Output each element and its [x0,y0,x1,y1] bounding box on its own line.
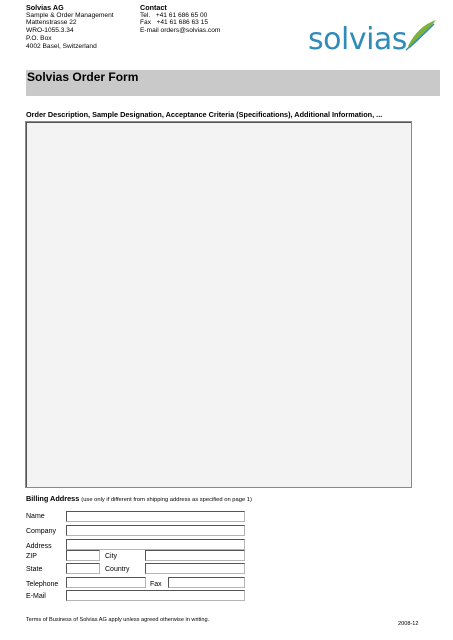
state-field[interactable] [66,563,100,574]
company-field[interactable] [66,525,245,536]
form-title-bar [26,70,440,96]
address-line-1: Sample & Order Management [26,11,114,19]
solvias-logo [308,18,438,58]
contact-email [140,27,220,35]
contact-heading: Contact [140,3,167,12]
contact-block [140,4,220,35]
label-state: State [26,566,43,573]
label-name: Name [26,513,45,520]
address-field[interactable] [66,539,245,550]
address-line-4: P.O. Box [26,34,52,42]
label-telephone: Telephone [26,581,59,588]
logo-text: solvias [308,22,407,57]
footer-terms: Terms of Business of Solvias AG apply unless agreed otherwise in writing. [26,617,210,623]
order-section-label: Order Description, Sample Designation, Acceptance Criteria (Specifications), Additional Information, ... [26,110,383,119]
company-address [26,4,114,50]
address-line-3: WRO-1055.3.34 [26,27,74,35]
company-name: Solvias AG [26,3,64,12]
tel-value: +41 61 686 65 00 [155,11,208,19]
contact-tel [140,12,220,20]
order-description-textarea[interactable] [25,121,412,488]
form-title: Solvias Order Form [27,70,139,84]
billing-heading: Billing Address [26,494,80,503]
label-company: Company [26,528,56,535]
address-line-5: 4002 Basel, Switzerland [26,42,97,50]
logo-leaf-icon [400,16,440,56]
footer-version: 2008-12 [398,621,419,627]
tel-label: Tel. [140,11,151,19]
label-address: Address [26,543,52,550]
country-field[interactable] [145,563,245,574]
city-field[interactable] [145,550,245,561]
contact-fax [140,19,220,27]
name-field[interactable] [66,511,245,522]
label-email: E-Mail [26,593,46,600]
fax-field[interactable] [168,577,245,588]
zip-field[interactable] [66,550,100,561]
label-fax: Fax [150,581,162,588]
email-field[interactable] [66,590,245,601]
billing-note: (use only if different from shipping address as specified on page 1) [81,497,252,503]
label-city: City [105,553,118,560]
fax-label: Fax [140,19,151,27]
billing-heading-row [26,494,252,503]
label-country: Country [105,566,130,573]
telephone-field[interactable] [66,577,146,588]
label-zip: ZIP [26,553,37,560]
email-label: E-mail [140,27,159,35]
email-link[interactable]: orders@solvias.com [160,27,221,35]
address-line-2: Mattenstrasse 22 [26,19,77,27]
fax-value: +41 61 686 63 15 [156,19,209,27]
